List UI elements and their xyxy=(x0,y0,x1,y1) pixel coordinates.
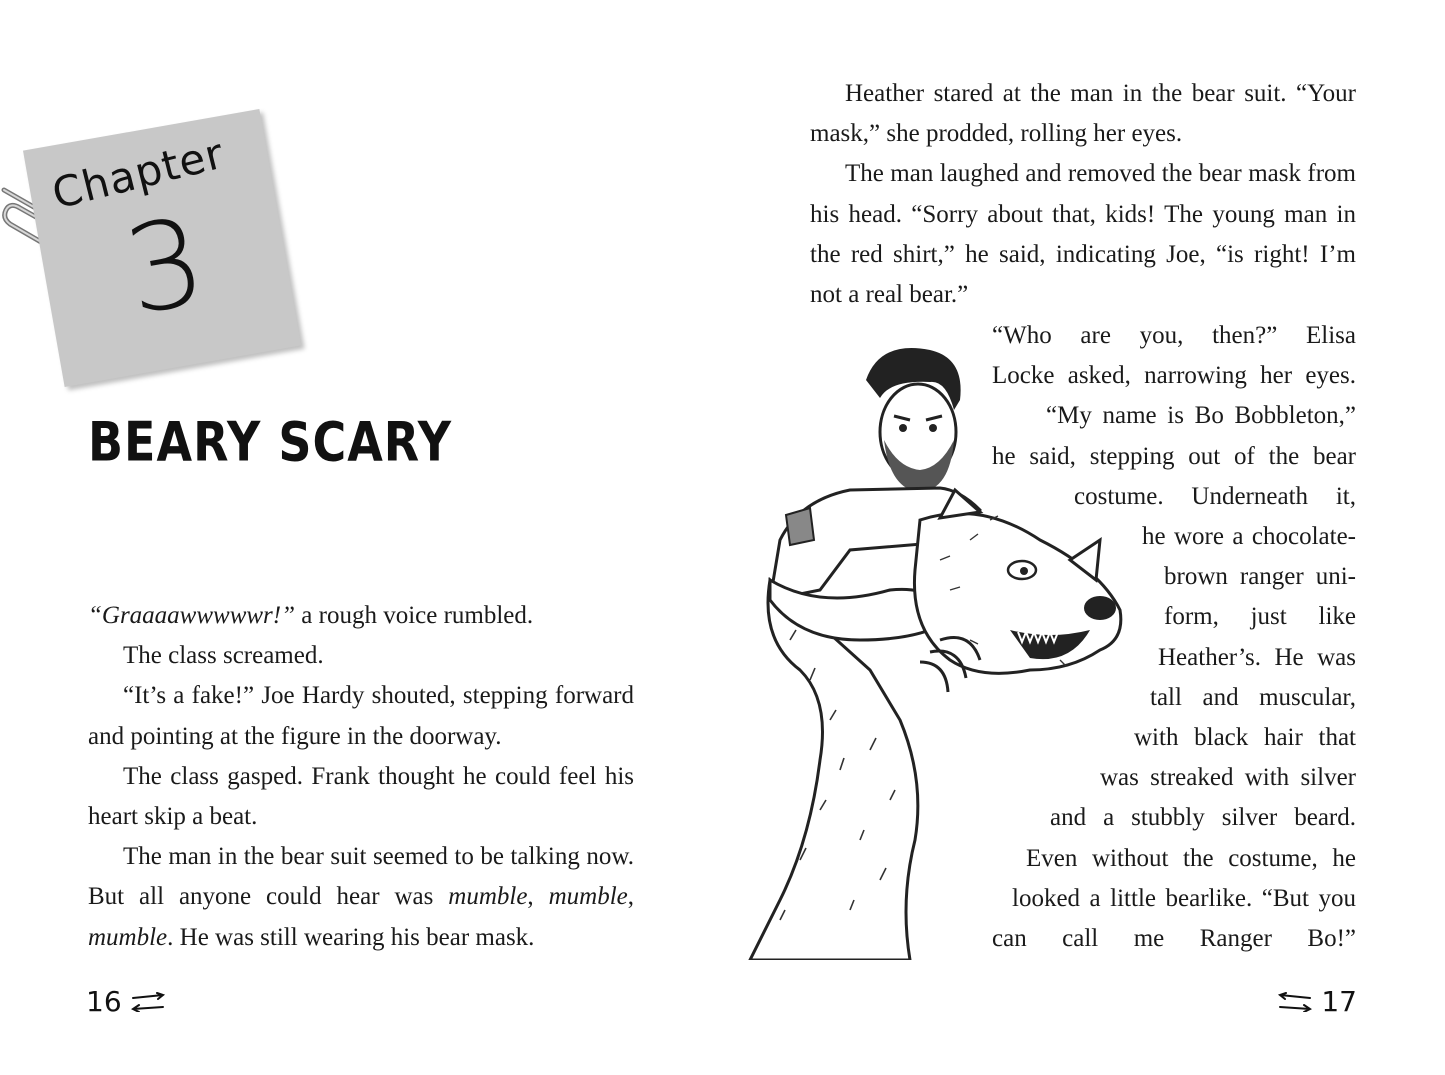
right-page xyxy=(722,0,1445,1075)
page-number-right xyxy=(1277,985,1357,1018)
text-line: he said, stepping out of the bear xyxy=(992,442,1356,470)
double-arrow-icon xyxy=(1277,992,1313,1012)
italic-text: “Graaaawwwwwr!” xyxy=(88,602,296,629)
text-line: can call me Ranger Bo!” xyxy=(992,925,1356,952)
italic-text: mumble xyxy=(548,883,628,911)
text-run: . He was still wearing his bear mask. xyxy=(167,923,535,951)
text-line: he wore a chocolate- xyxy=(1142,523,1356,550)
text-line: brown ranger uni- xyxy=(1164,563,1356,591)
paragraph: The man laughed and removed the bear mask from his head. “Sorry about that, kids! The young man in the red shirt,” he said, indicating Joe, “is right! I’m not a real bear.” xyxy=(810,160,1356,309)
text-line: “Who are you, then?” Elisa xyxy=(992,322,1356,349)
text-line: Heather’s. He was xyxy=(1158,643,1356,671)
left-page-text xyxy=(88,596,634,958)
italic-text: mumble xyxy=(448,883,528,911)
text-run: The class screamed. xyxy=(123,642,324,670)
italic-text: mumble xyxy=(88,923,168,951)
text-run: “It’s a fake!” Joe Hardy shouted, stepping forward and pointing at the figure in the doorway. xyxy=(88,682,634,750)
page-number: 17 xyxy=(1321,985,1357,1018)
text-line: with black hair that xyxy=(1134,724,1356,751)
text-run: The man in the bear suit seemed to be talking now. But all anyone could hear was xyxy=(88,843,634,911)
text-line: Locke asked, narrowing her eyes. xyxy=(992,362,1356,390)
paragraph xyxy=(88,757,634,837)
chapter-tag xyxy=(23,109,301,387)
right-page-text xyxy=(810,74,1356,315)
text-run: a rough voice rumbled. xyxy=(295,602,534,629)
text-line: and a stubbly silver beard. xyxy=(1050,804,1356,832)
text-line: looked a little bearlike. “But you xyxy=(1012,884,1356,912)
paragraph xyxy=(88,837,634,958)
chapter-word: Chapter xyxy=(47,128,229,219)
chapter-number: 3 xyxy=(115,192,216,343)
text-line: was streaked with silver xyxy=(1100,764,1356,792)
paragraph xyxy=(88,676,634,756)
text-run: , xyxy=(627,883,634,911)
chapter-title: BEARY SCARY xyxy=(88,410,453,474)
text-line: form, just like xyxy=(1164,603,1356,631)
text-run: , xyxy=(527,883,549,911)
page-number-left xyxy=(86,985,166,1018)
page-number: 16 xyxy=(86,985,122,1018)
left-page xyxy=(0,0,722,1075)
text-line: Even without the costume, he xyxy=(1026,844,1356,872)
text-line: costume. Underneath it, xyxy=(1074,482,1356,510)
paragraph xyxy=(88,596,634,636)
right-page-wrapped-text xyxy=(992,316,1356,956)
paragraph: Heather stared at the man in the bear suit. “Your mask,” she prodded, rolling her eyes. xyxy=(810,80,1356,148)
text-line: “My name is Bo Bobbleton,” xyxy=(1046,402,1356,430)
paragraph xyxy=(88,636,634,676)
double-arrow-icon xyxy=(130,992,166,1012)
text-run: The class gasped. Frank thought he could feel his heart skip a beat. xyxy=(88,762,634,831)
text-line: tall and muscular, xyxy=(1150,683,1356,711)
